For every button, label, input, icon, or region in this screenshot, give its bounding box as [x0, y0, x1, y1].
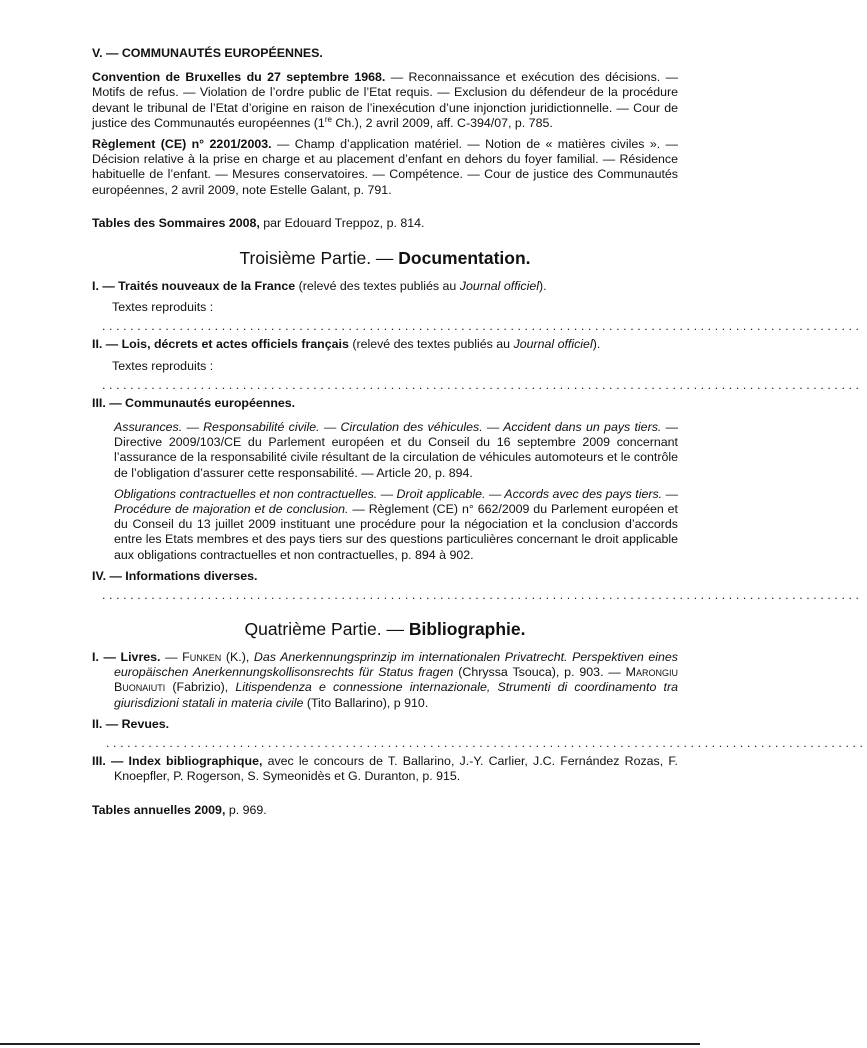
entry-assurances [114, 420, 678, 481]
item-heading: III. — Communautés européennes. [92, 395, 296, 410]
review-info: (Chryssa Tsouca), p. 903. — [453, 665, 626, 680]
section-title: V. — COMMUNAUTÉS EUROPÉENNES. [92, 46, 323, 60]
item-heading: III. — Index bibliographique, [92, 754, 263, 769]
dot-leader: ............................................................................................................ [102, 588, 863, 603]
entry-obligations [114, 487, 678, 563]
item-italic: Journal officiel [513, 337, 593, 352]
entry-italic: Obligations contractuelles et non contractuelles. — Droit applicable. — Accords avec des pays tiers. — Procédure de majoration et de conclusion. [114, 486, 678, 517]
page-content [92, 46, 867, 818]
bottom-rule [0, 1043, 700, 1045]
author-initial: (Fabrizio), [165, 680, 236, 695]
part3-item-iv [92, 569, 678, 584]
superscript: re [324, 114, 332, 124]
separator: — [160, 650, 183, 665]
part4-item-iii [92, 754, 678, 784]
tables-text: par Edouard Treppoz, p. 814. [259, 215, 425, 230]
dot-leader: ............................................................................................................ [102, 319, 863, 334]
item-text: (relevé des textes publiés au [295, 279, 460, 294]
entry-heading: Règlement (CE) n° 2201/2003. [92, 137, 272, 152]
item-heading: II. — Lois, décrets et actes officiels français [92, 337, 349, 352]
entry-text: — Reconnaissance et exécution des décisions. — Motifs de refus. — Violation de l’ordre public de l’Etat requis. — Exclusion du défendeur de la procédure devant le tribunal de l’Etat d’origine en raison de l’inexécution d’une injonction juridictionnelle. — Cour de justice des Communautés européennes (1 [92, 70, 678, 130]
entry-text-end: Ch.), 2 avril 2009, aff. C-394/07, p. 785. [331, 115, 553, 130]
part3-title-bold: Documentation. [398, 248, 531, 269]
part4-item-ii [92, 717, 678, 732]
book-title: Litispendenza e connessione internazionale, Strumenti di coordinamento tra giurisdizioni statali in materia civile [114, 680, 678, 710]
part4-title [92, 618, 678, 640]
item-text: avec le concours de T. Ballarino, J.-Y. Carlier, J.C. Fernández Rozas, F. Knoepfler, P. Rogerson, S. Symeonidès et G. Duranton, p. 915. [114, 754, 678, 784]
tables-annuelles [92, 803, 678, 818]
entry-regulation-2201 [92, 137, 678, 198]
item-end: ). [538, 279, 547, 294]
entry-brussels-convention [92, 70, 678, 131]
item-heading: I. — Traités nouveaux de la France [92, 279, 296, 294]
entry-text: — Champ d’application matériel. — Notion de « matières civiles ». — Décision relative à la prise en charge et au placement d’enfant en dehors du foyer familial. — Résidence habituelle de l’enfant. — Mesures conservatoires. — Compétence. — Cour de justice des Communautés européennes, 2 avril 2009, note Estelle Galant, p. 791. [92, 137, 678, 197]
entry-text: — Directive 2009/103/CE du Parlement européen et du Conseil du 16 septembre 2009 concernant l’assurance de la responsabilité civile résultant de la circulation de véhicules automoteurs et le contrôle de l’obligation d’assurer cette responsabilité. — Article 20, p. 894. [114, 420, 678, 480]
communautes-entries [114, 420, 678, 563]
entry-italic: Assurances. — Responsabilité civile. — Circulation des véhicules. — Accident dans un pays tiers. [114, 420, 662, 435]
item-italic: Journal officiel [459, 279, 539, 294]
part3-item-ii [92, 337, 678, 352]
part4-title-bold: Bibliographie. [408, 619, 526, 640]
textes-reproduits-1: Textes reproduits : [112, 300, 214, 315]
dot-leader: ............................................................................................................ [106, 736, 867, 751]
tables-heading: Tables annuelles 2009, [92, 802, 226, 817]
textes-reproduits-2: Textes reproduits : [112, 358, 214, 373]
item-heading: II. — Revues. [92, 716, 170, 731]
review-info: (Tito Ballarino), p 910. [303, 695, 429, 710]
author-name: Marongiu Buonaiuti [114, 665, 678, 695]
tables-heading: Tables des Sommaires 2008, [92, 215, 260, 230]
entry-text: — Règlement (CE) n° 662/2009 du Parlement européen et du Conseil du 13 juillet 2009 instituant une procédure pour la négociation et la conclusion d’accords entre les Etats membres et des pays tiers sur des questions particulières concernant le droit applicable aux obligations contractuelles et non contractuelles, p. 894 à 902. [114, 502, 678, 562]
item-heading: I. — Livres. [92, 650, 161, 665]
part4-item-i [92, 650, 678, 711]
part3-title [92, 247, 678, 269]
tables-sommaires [92, 216, 678, 231]
item-heading: IV. — Informations diverses. [92, 568, 258, 583]
part3-title-prefix: Troisième Partie. — [239, 248, 399, 269]
book-title: Das Anerkennungsprinzip im internationalen Privatrecht. Perspektiven eines europäischen Anerkennungskollisonsrechts für Status fragen [114, 650, 678, 680]
item-end: ). [592, 337, 601, 352]
dot-leader: ............................................................................................................ [102, 377, 863, 392]
entry-heading: Convention de Bruxelles du 27 septembre 1968. [92, 70, 386, 85]
part3-item-iii [92, 396, 678, 411]
part4-title-prefix: Quatrième Partie. — [244, 619, 409, 640]
part3-item-i [92, 279, 678, 294]
author-initial: (K.), [221, 650, 254, 665]
author-name: Funken [182, 650, 222, 665]
tables-text: p. 969. [225, 802, 267, 817]
item-text: (relevé des textes publiés au [348, 337, 514, 352]
